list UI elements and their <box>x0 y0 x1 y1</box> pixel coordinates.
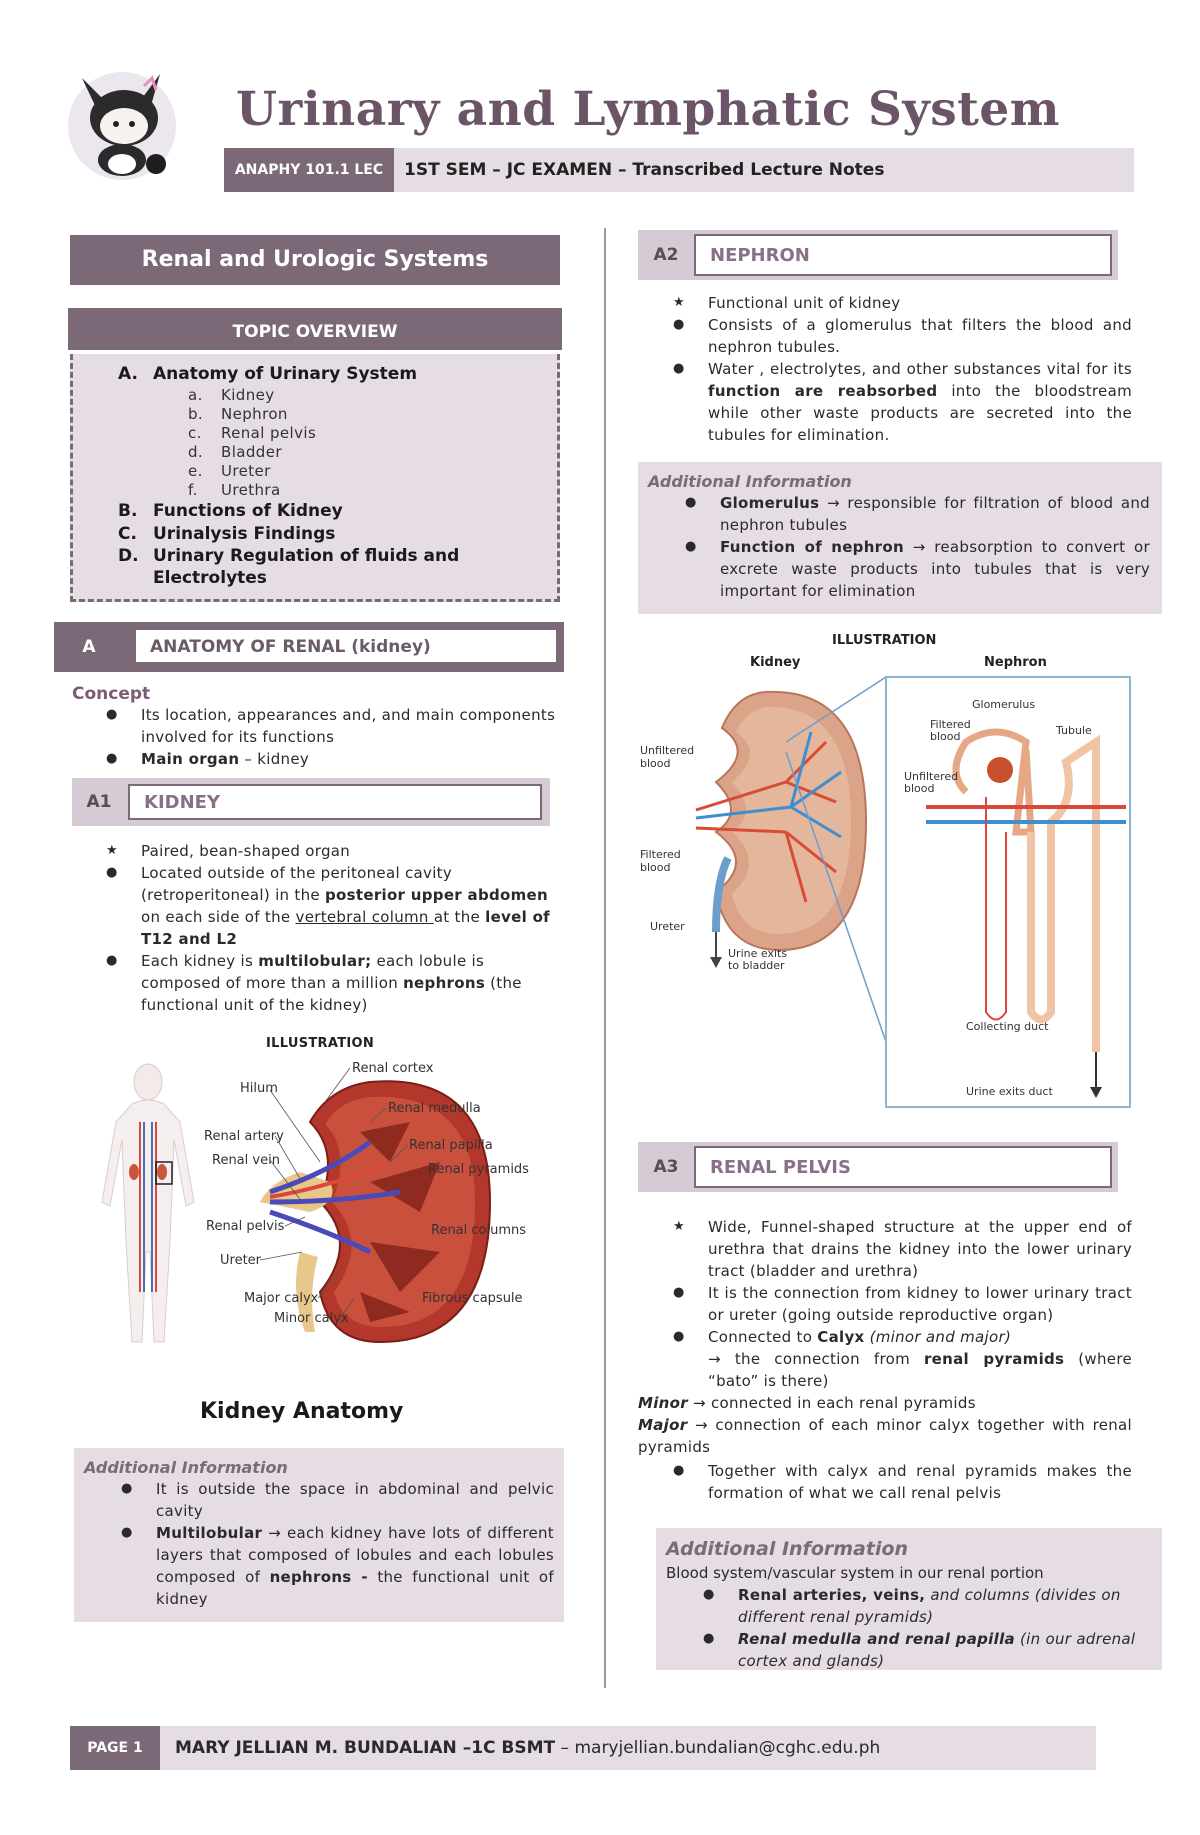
svg-text:Ureter: Ureter <box>220 1253 262 1268</box>
pelvis-bullet: ● Connected to Calyx (minor and major) → the connection from renal pyramids (where “bato” is there) <box>673 1328 1132 1390</box>
svg-text:Unfiltered: Unfiltered <box>904 770 959 783</box>
svg-text:Major calyx: Major calyx <box>244 1291 319 1306</box>
a1-tag: A1 <box>86 792 112 812</box>
a2-label: NEPHRON <box>694 234 1112 276</box>
svg-text:blood: blood <box>640 757 671 770</box>
svg-text:Unfiltered: Unfiltered <box>640 744 695 757</box>
page-footer <box>70 1726 1096 1770</box>
svg-text:Glomerulus: Glomerulus <box>972 698 1036 711</box>
concept-list <box>106 704 561 770</box>
svg-text:Renal vein: Renal vein <box>212 1153 280 1168</box>
kidney-list <box>106 840 561 1016</box>
nephron-list <box>673 292 1132 446</box>
info-bullet: ● Renal arteries, veins, and columns (divides on different renal pyramids) <box>703 1586 1121 1626</box>
pelvis-bullet: ● It is the connection from kidney to lower urinary tract or ureter (going outside reproductive organ) <box>673 1284 1132 1324</box>
svg-text:Minor calyx: Minor calyx <box>274 1311 349 1326</box>
concept-bullet: ● Main organ – kidney <box>106 750 310 768</box>
illustration-label: ILLUSTRATION <box>266 1036 375 1051</box>
major-calyx-def: Major → connection of each minor calyx together with renal pyramids <box>638 1416 1132 1456</box>
a2-tag: A2 <box>653 245 679 265</box>
body-silhouette <box>102 1064 194 1342</box>
overview-subitem: a. Kidney <box>188 386 275 404</box>
a3-tag: A3 <box>653 1157 679 1177</box>
a2-header <box>638 230 1118 280</box>
svg-text:Renal cortex: Renal cortex <box>352 1061 434 1076</box>
info-bullet: ● Multilobular → each kidney have lots of different layers that composed of lobules and each lobules composed of nephrons - the functional unit of kidney <box>121 1524 554 1608</box>
a3-label: RENAL PELVIS <box>694 1146 1112 1188</box>
kidney-bullet: ● Located outside of the peritoneal cavity (retroperitoneal) in the posterior upper abdomen on each side of the vertebral column at the level of T12 and L2 <box>106 864 551 948</box>
svg-text:Hilum: Hilum <box>240 1081 278 1096</box>
svg-text:blood: blood <box>904 782 935 795</box>
additional-info-heading: Additional Information <box>648 472 852 491</box>
footer-email[interactable]: – maryjellian.bundalian@cghc.edu.ph <box>555 1738 881 1758</box>
info-bullet: ● Glomerulus → responsible for filtration of blood and nephron tubules <box>685 494 1150 534</box>
overview-item: C. Urinalysis Findings <box>118 524 336 544</box>
minor-calyx-def: Minor → connected in each renal pyramids <box>638 1394 976 1412</box>
course-bar <box>224 148 1134 192</box>
footer-author: MARY JELLIAN M. BUNDALIAN –1C BSMT – maryjellian.bundalian@cghc.edu.ph <box>175 1738 881 1758</box>
topic-overview-box <box>70 354 560 602</box>
renal-pelvis-list-2 <box>673 1460 1132 1504</box>
overview-item: A. Anatomy of Urinary System <box>118 364 418 384</box>
overview-subitem: f. Urethra <box>188 481 281 499</box>
svg-text:Filtered: Filtered <box>930 718 971 731</box>
overview-item: B. Functions of Kidney <box>118 501 343 521</box>
course-info: 1ST SEM – JC EXAMEN – Transcribed Lecture Notes <box>404 160 885 180</box>
nephron-bullet: ● Consists of a glomerulus that filters the blood and nephron tubules. <box>673 316 1132 356</box>
svg-text:blood: blood <box>930 730 961 743</box>
info-bullet: ● It is outside the space in abdominal and pelvic cavity <box>121 1480 554 1520</box>
a3-header <box>638 1142 1118 1192</box>
svg-text:Renal medulla: Renal medulla <box>388 1101 481 1116</box>
svg-text:Urine exits duct: Urine exits duct <box>966 1085 1053 1098</box>
section-title-bar: Renal and Urologic Systems <box>70 235 560 285</box>
kidney-drawing <box>696 677 886 1042</box>
nephron-label: Nephron <box>984 655 1047 670</box>
renal-pelvis-list <box>673 1216 1132 1392</box>
course-code: ANAPHY 101.1 LEC <box>224 148 394 192</box>
page-title: Urinary and Lymphatic System <box>236 82 1061 137</box>
svg-text:Renal artery: Renal artery <box>204 1129 284 1144</box>
kidney-anatomy-figure <box>70 1052 570 1432</box>
info-bullet: ● Renal medulla and renal papilla (in our adrenal cortex and glands) <box>703 1630 1136 1670</box>
concept-heading: Concept <box>72 684 151 704</box>
additional-info-box <box>656 1528 1162 1670</box>
kidney-bullet: ★ Paired, bean-shaped organ <box>106 842 351 860</box>
svg-text:Ureter: Ureter <box>650 920 685 933</box>
svg-text:Filtered: Filtered <box>640 848 681 861</box>
nephron-figure <box>636 632 1136 1112</box>
overview-subitem: b. Nephron <box>188 405 288 423</box>
nephron-bullet: ★ Functional unit of kidney <box>673 294 901 312</box>
calyx-definitions <box>638 1392 1132 1458</box>
svg-text:Renal columns: Renal columns <box>431 1223 527 1238</box>
pelvis-bullet: ★ Wide, Funnel-shaped structure at the upper end of urethra that drains the kidney into the lower urinary tract (bladder and urethra) <box>673 1218 1132 1280</box>
section-a-header <box>54 622 564 672</box>
column-divider <box>604 228 606 1688</box>
overview-item: Electrolytes <box>153 568 267 588</box>
kidney-figure-title: Kidney Anatomy <box>200 1399 404 1424</box>
svg-text:Renal pelvis: Renal pelvis <box>206 1219 285 1234</box>
overview-subitem: e. Ureter <box>188 462 271 480</box>
additional-info-list <box>685 492 1150 602</box>
pelvis-bullet: ● Together with calyx and renal pyramids makes the formation of what we call renal pelvis <box>673 1462 1132 1502</box>
svg-text:Fibrous capsule: Fibrous capsule <box>422 1291 523 1306</box>
additional-info-heading: Additional Information <box>84 1458 288 1477</box>
svg-text:Renal papilla: Renal papilla <box>409 1138 493 1153</box>
a1-header <box>72 778 550 826</box>
kidney-bullet: ● Each kidney is multilobular; each lobule is composed of more than a million nephrons (the functional unit of the kidney) <box>106 952 522 1014</box>
illustration-label: ILLUSTRATION <box>832 633 937 648</box>
section-a-label: ANATOMY OF RENAL (kidney) <box>134 628 558 664</box>
additional-info-list <box>703 1584 1150 1672</box>
additional-info-list <box>121 1478 554 1610</box>
mascot-logo <box>60 56 180 186</box>
svg-text:Tubule: Tubule <box>1056 724 1092 737</box>
topic-overview-heading: TOPIC OVERVIEW <box>68 308 562 350</box>
info-bullet: ● Function of nephron → reabsorption to convert or excrete waste products into tubules that is very important for elimination <box>685 538 1150 600</box>
svg-text:Collecting duct: Collecting duct <box>966 1020 1049 1033</box>
overview-subitem: d. Bladder <box>188 443 282 461</box>
svg-text:Urine exits: Urine exits <box>728 947 788 960</box>
a1-label: KIDNEY <box>128 784 542 820</box>
page-number: PAGE 1 <box>70 1726 160 1770</box>
additional-info-intro: Blood system/vascular system in our renal portion <box>666 1564 1044 1582</box>
section-a-tag: A <box>82 637 96 657</box>
overview-item: D. Urinary Regulation of fluids and <box>118 546 460 566</box>
additional-info-heading: Additional Information <box>666 1538 909 1560</box>
kidney-label: Kidney <box>750 655 801 670</box>
additional-info-box <box>638 462 1162 614</box>
svg-text:to bladder: to bladder <box>728 959 785 972</box>
svg-text:blood: blood <box>640 861 671 874</box>
concept-bullet: ● Its location, appearances and, and main components involved for its functions <box>106 706 556 746</box>
nephron-bullet: ● Water , electrolytes, and other substances vital for its function are reabsorbed into the bloodstream while other waste products are secreted into the tubules for elimination. <box>673 360 1132 444</box>
svg-text:Renal pyramids: Renal pyramids <box>428 1162 529 1177</box>
additional-info-box <box>74 1448 564 1622</box>
overview-subitem: c. Renal pelvis <box>188 424 317 442</box>
